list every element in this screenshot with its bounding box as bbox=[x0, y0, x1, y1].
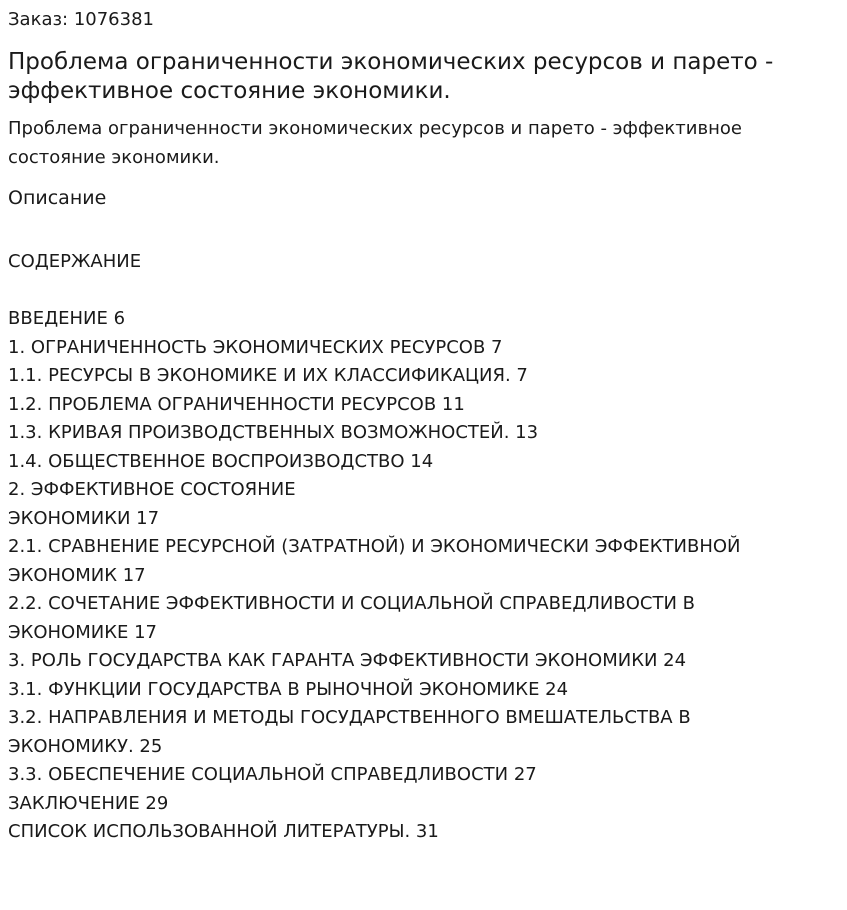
toc-line: 1.3. КРИВАЯ ПРОИЗВОДСТВЕННЫХ ВОЗМОЖНОСТЕЙ. 13 bbox=[8, 422, 539, 443]
toc-line: ВВЕДЕНИЕ 6 bbox=[8, 308, 126, 329]
toc-line: 1.2. ПРОБЛЕМА ОГРАНИЧЕННОСТИ РЕСУРСОВ 11 bbox=[8, 393, 465, 415]
toc-line: ЭКОНОМИК 17 bbox=[8, 564, 146, 586]
toc-line: 2.1. СРАВНЕНИЕ РЕСУРСНОЙ (ЗАТРАТНОЙ) И ЭКОНОМИЧЕСКИ ЭФФЕКТИВНОЙ bbox=[8, 536, 741, 557]
toc-line: 1. ОГРАНИЧЕННОСТЬ ЭКОНОМИЧЕСКИХ РЕСУРСОВ 7 bbox=[8, 336, 503, 358]
table-of-contents bbox=[8, 305, 828, 847]
toc-line: 3.1. ФУНКЦИИ ГОСУДАРСТВА В РЫНОЧНОЙ ЭКОНОМИКЕ 24 bbox=[8, 678, 569, 700]
toc-line: СПИСОК ИСПОЛЬЗОВАННОЙ ЛИТЕРАТУРЫ. 31 bbox=[8, 821, 439, 842]
toc-line: 2.2. СОЧЕТАНИЕ ЭФФЕКТИВНОСТИ И СОЦИАЛЬНОЙ СПРАВЕДЛИВОСТИ В bbox=[8, 593, 696, 614]
toc-line: ЭКОНОМИКЕ 17 bbox=[8, 621, 157, 643]
toc-line: ЗАКЛЮЧЕНИЕ 29 bbox=[8, 792, 169, 814]
order-number: Заказ: 1076381 bbox=[8, 9, 154, 30]
toc-line: 1.1. РЕСУРСЫ В ЭКОНОМИКЕ И ИХ КЛАССИФИКАЦИЯ. 7 bbox=[8, 365, 528, 386]
page-subtitle: Проблема ограниченности экономических ресурсов и парето - эффективное состояние экономики. bbox=[8, 118, 742, 168]
toc-line: ЭКОНОМИКУ. 25 bbox=[8, 735, 163, 757]
toc-heading: СОДЕРЖАНИЕ bbox=[8, 251, 142, 272]
toc-line: 3. РОЛЬ ГОСУДАРСТВА КАК ГАРАНТА ЭФФЕКТИВНОСТИ ЭКОНОМИКИ 24 bbox=[8, 650, 687, 671]
toc-line: ЭКОНОМИКИ 17 bbox=[8, 507, 160, 529]
toc-line: 2. ЭФФЕКТИВНОЕ СОСТОЯНИЕ bbox=[8, 479, 296, 500]
toc-line: 3.3. ОБЕСПЕЧЕНИЕ СОЦИАЛЬНОЙ СПРАВЕДЛИВОСТИ 27 bbox=[8, 764, 537, 785]
toc-line: 1.4. ОБЩЕСТВЕННОЕ ВОСПРОИЗВОДСТВО 14 bbox=[8, 450, 434, 472]
description-label: Описание bbox=[8, 187, 107, 209]
page-title: Проблема ограниченности экономических ресурсов и парето - эффективное состояние экономики. bbox=[8, 49, 774, 104]
toc-line: 3.2. НАПРАВЛЕНИЯ И МЕТОДЫ ГОСУДАРСТВЕННОГО ВМЕШАТЕЛЬСТВА В bbox=[8, 707, 691, 728]
